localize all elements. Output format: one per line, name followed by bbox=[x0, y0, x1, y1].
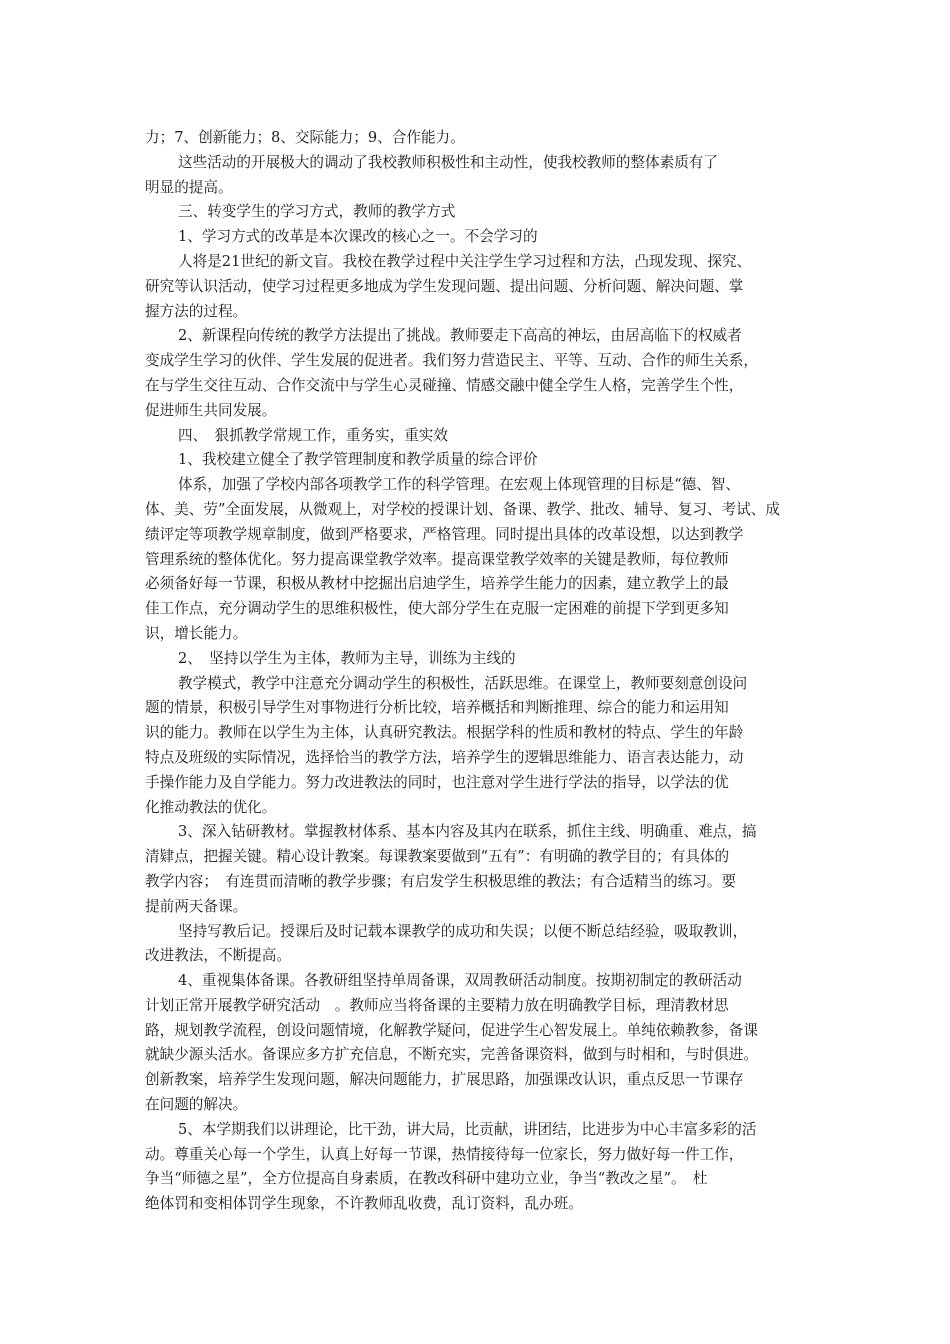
text-line: 手操作能力及自学能力。努力改进教法的同时，也注意对学生进行学法的指导，以学法的优 bbox=[145, 773, 729, 791]
text-line: 2、新课程向传统的教学方法提出了挑战。教师要走下高高的神坛，由居高临下的权威者 bbox=[178, 327, 742, 345]
text-line: 化推动教法的优化。 bbox=[145, 798, 277, 816]
text-line: 2、 坚持以学生为主体，教师为主导，训练为主线的 bbox=[178, 649, 516, 667]
text-line: 变成学生学习的伙伴、学生发展的促进者。我们努力营造民主、平等、互动、合作的师生关系， bbox=[145, 352, 758, 370]
text-line: 4、重视集体备课。各教研组坚持单周备课，双周教研活动制度。按期初制定的教研活动 bbox=[178, 972, 742, 990]
text-line: 四、 狠抓教学常规工作，重务实，重实效 bbox=[178, 426, 448, 444]
text-line: 力；7、创新能力；8、交际能力；9、合作能力。 bbox=[145, 129, 465, 146]
text-line: 识的能力。教师在以学生为主体，认真研究教法。根据学科的性质和教材的特点、学生的年龄 bbox=[145, 724, 744, 742]
text-line: 改进教法，不断提高。 bbox=[145, 947, 291, 965]
text-line: 握方法的过程。 bbox=[145, 302, 248, 320]
text-line: 三、转变学生的学习方式，教师的教学方式 bbox=[178, 203, 456, 221]
text-line: 题的情景，积极引导学生对事物进行分析比较，培养概括和判断推理、综合的能力和运用知 bbox=[145, 699, 729, 717]
text-line: 提前两天备课。 bbox=[145, 897, 248, 915]
text-line: 5、本学期我们以讲理论，比干劲，讲大局，比贡献，讲团结，比进步为中心丰富多彩的活 bbox=[178, 1120, 757, 1138]
text-line: 在与学生交往互动、合作交流中与学生心灵碰撞、情感交融中健全学生人格，完善学生个性， bbox=[145, 376, 744, 394]
text-line: 坚持写教后记。授课后及时记载本课教学的成功和失误；以便不断总结经验，吸取教训， bbox=[178, 922, 748, 940]
text-line: 必须备好每一节课，积极从教材中挖掘出启迪学生，培养学生能力的因素，建立教学上的最 bbox=[145, 575, 729, 593]
document-body bbox=[145, 126, 813, 1217]
text-line: 这些活动的开展极大的调动了我校教师积极性和主动性，使我校教师的整体素质有了 bbox=[178, 153, 718, 171]
text-line: 动。尊重关心每一个学生，认真上好每一节课，热情接待每一位家长，努力做好每一件工作， bbox=[145, 1145, 744, 1163]
text-line: 清肄点，把握关键。精心设计教案。每课教案要做到“五有”：有明确的教学目的；有具体的 bbox=[145, 848, 730, 866]
text-line: 研究等认识活动，使学习过程更多地成为学生发现问题、提出问题、分析问题、解决问题、掌 bbox=[145, 277, 744, 295]
text-line: 在问题的解决。 bbox=[145, 1096, 248, 1114]
text-line: 体系，加强了学校内部各项教学工作的科学管理。在宏观上体现管理的目标是“德、智、 bbox=[178, 476, 741, 494]
text-line: 明显的提高。 bbox=[145, 178, 233, 196]
text-line: 争当“师德之星”，全方位提高自身素质，在教改科研中建功立业，争当“教改之星”。 杜 bbox=[145, 1170, 708, 1188]
text-line: 教学模式，教学中注意充分调动学生的积极性，活跃思维。在课堂上，教师要刻意创设问 bbox=[178, 674, 748, 692]
text-line: 特点及班级的实际情况，选择恰当的教学方法，培养学生的逻辑思维能力、语言表达能力，动 bbox=[145, 748, 744, 766]
text-line: 管理系统的整体优化。努力提高课堂教学效率。提高课堂教学效率的关键是教师，每位教师 bbox=[145, 550, 729, 568]
text-line: 1、我校建立健全了教学管理制度和教学质量的综合评价 bbox=[178, 451, 538, 469]
text-line: 3、深入钻研教材。掌握教材体系、基本内容及其内在联系，抓住主线、明确重、难点，搞 bbox=[178, 823, 757, 841]
text-line: 计划正常开展教学研究活动 。教师应当将备课的主要精力放在明确教学目标，理清教材思 bbox=[145, 996, 729, 1014]
text-line: 佳工作点，充分调动学生的思维积极性，使大部分学生在克服一定困难的前提下学到更多知 bbox=[145, 600, 729, 618]
text-line: 绩评定等项教学规章制度，做到严格要求，严格管理。同时提出具体的改革设想，以达到教学 bbox=[145, 525, 744, 543]
text-line: 就缺少源头活水。备课应多方扩充信息，不断充实，完善备课资料，做到与时相和，与时俱进。 bbox=[145, 1046, 758, 1064]
text-line: 创新教案，培养学生发现问题，解决问题能力，扩展思路，加强课改认识，重点反思一节课存 bbox=[145, 1071, 744, 1089]
text-line: 1、学习方式的改革是本次课改的核心之一。不会学习的 bbox=[178, 228, 538, 246]
text-line: 绝体罚和变相体罚学生现象，不许教师乱收费，乱订资料，乱办班。 bbox=[145, 1195, 583, 1213]
text-line: 教学内容； 有连贯而清晰的教学步骤；有启发学生积极思维的教法；有合适精当的练习。要 bbox=[145, 872, 737, 890]
text-line: 路，规划教学流程，创设问题情境，化解教学疑问，促进学生心智发展上。单纯依赖教参，备课 bbox=[145, 1021, 758, 1039]
text-line: 识，增长能力。 bbox=[145, 624, 248, 642]
text-line: 体、美、劳”全面发展，从微观上，对学校的授课计划、备课、教学、批改、辅导、复习、考试、成 bbox=[145, 500, 780, 518]
text-line: 促进师生共同发展。 bbox=[145, 401, 277, 419]
text-line: 人将是21世纪的新文盲。我校在教学过程中关注学生学习过程和方法，凸现发现、探究、 bbox=[178, 252, 752, 270]
